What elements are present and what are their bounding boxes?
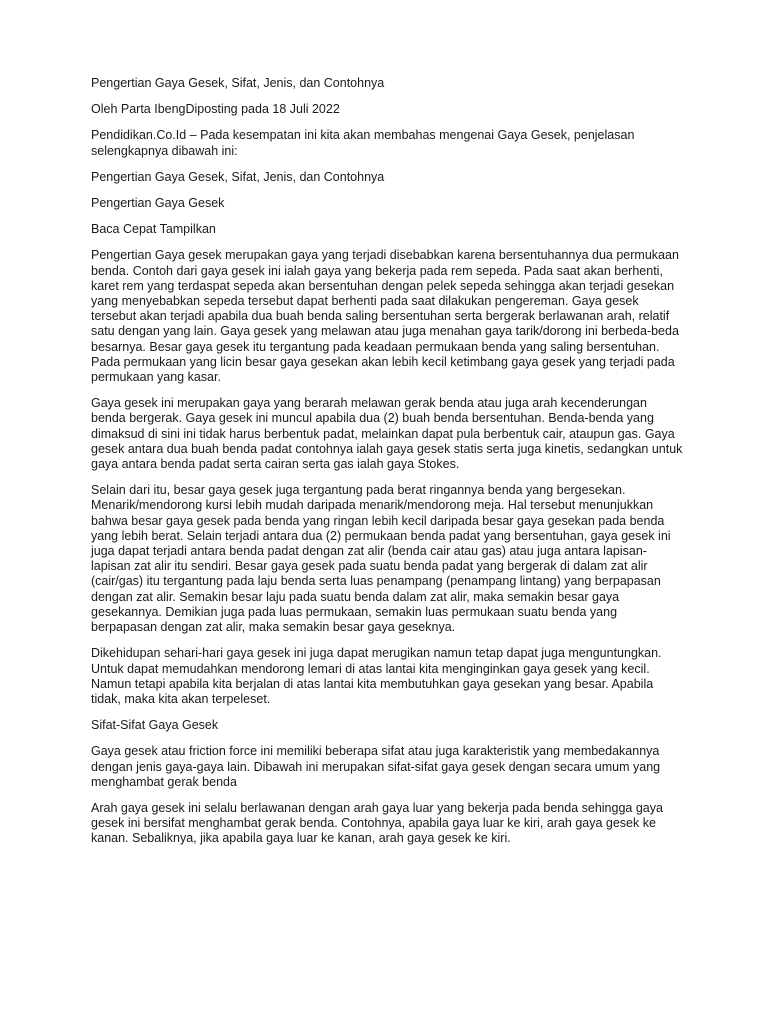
body-paragraph: Selain dari itu, besar gaya gesek juga tergantung pada berat ringannya benda yang bergesekan. Menarik/mendorong kursi lebih mudah daripada menarik/mendorong meja. Hal tersebut menunjukkan bahwa besar gaya gesek pada benda yang ringan lebih kecil daripada besar gaya gesekan pada benda yang lebih berat. Selain terjadi antara dua (2) permukaan benda padat yang bersentuhan, gaya gesek ini juga dapat terjadi antara benda padat dengan zat alir (benda cair atau gas) atau juga antara lapisan-lapisan zat alir itu sendiri. Besar gaya gesek pada suatu benda padat yang bergerak di dalam zat alir (cair/gas) itu tergantung pada laju benda serta luas penampang (penampang lintang) yang berpapasan dengan zat alir. Semakin besar laju pada suatu benda dalam zat alir, maka semakin besar gaya gesekannya. Demikian juga pada luas permukaan, semakin luas permukaan suatu benda yang berpapasan dengan zat alir, maka semakin besar gaya geseknya. — [91, 483, 671, 635]
body-paragraph: Gaya gesek atau friction force ini memiliki beberapa sifat atau juga karakteristik yang membedakannya dengan jenis gaya-gaya lain. Dibawah ini merupakan sifat-sifat gaya gesek dengan secara umum yang menghambat gerak benda — [91, 744, 661, 789]
body-paragraph: Gaya gesek ini merupakan gaya yang berarah melawan gerak benda atau juga arah kecenderungan benda bergerak. Gaya gesek ini muncul apabila dua (2) buah benda bersentuhan. Benda-benda yang dimaksud di sini ini tidak harus berbentuk padat, melainkan dapat pula berbentuk cair, ataupun gas. Gaya gesek antara dua buah benda padat contohnya ialah gaya gesek statis serta juga kinetis, sedangkan untuk gaya antara benda padat serta cairan serta gas ialah gaya Stokes. — [91, 396, 683, 472]
section-heading: Pengertian Gaya Gesek — [91, 196, 225, 211]
title-repeat: Pengertian Gaya Gesek, Sifat, Jenis, dan Contohnya — [91, 169, 385, 184]
byline: Oleh Parta IbengDiposting pada 18 Juli 2022 — [91, 102, 340, 117]
body-paragraph: Pengertian Gaya gesek merupakan gaya yang terjadi disebabkan karena bersentuhannya dua permukaan benda. Contoh dari gaya gesek ini ialah gaya yang bekerja pada rem sepeda. Pada saat akan berhenti, karet rem yang terdaspat sepeda akan bersentuhan dengan pelek sepeda sehingga akan terjadi gesekan yang menyebabkan sepeda tersebut dapat berhenti pada saat dilakukan pengereman. Gaya gesek tersebut akan terjadi apabila dua buah benda saling bersentuhan serta bergerak berlawanan arah, relatif satu dengan yang lain. Gaya gesek yang melawan atau juga menahan gaya tarik/dorong ini berbeda-beda besarnya. Besar gaya gesek itu tergantung pada keadaan permukaan benda yang saling bersentuhan. Pada permukaan yang licin besar gaya gesekan akan lebih kecil ketimbang gaya gesek yang terjadi pada permukaan yang kasar. — [91, 248, 679, 385]
document-page — [91, 76, 683, 858]
body-paragraph: Arah gaya gesek ini selalu berlawanan dengan arah gaya luar yang bekerja pada benda sehingga gaya gesek ini bersifat menghambat gerak benda. Contohnya, apabila gaya luar ke kiri, arah gaya gesek ke kanan. Sebaliknya, jika apabila gaya luar ke kanan, arah gaya gesek ke kiri. — [91, 800, 663, 846]
quick-read-toggle: Baca Cepat Tampilkan — [91, 222, 216, 237]
body-paragraph: Dikehidupan sehari-hari gaya gesek ini juga dapat merugikan namun tetap dapat juga menguntungkan. Untuk dapat memudahkan mendorong lemari di atas lantai kita menginginkan gaya gesek yang kecil. Namun tetapi apabila kita berjalan di atas lantai kita membutuhkan gaya gesekan yang besar. Apabila tidak, maka kita akan terpeleset. — [91, 646, 662, 706]
section-heading: Sifat-Sifat Gaya Gesek — [91, 718, 219, 733]
intro-paragraph: Pendidikan.Co.Id – Pada kesempatan ini kita akan membahas mengenai Gaya Gesek, penjelasan selengkapnya dibawah ini: — [91, 128, 635, 158]
document-title: Pengertian Gaya Gesek, Sifat, Jenis, dan Contohnya — [91, 76, 385, 90]
